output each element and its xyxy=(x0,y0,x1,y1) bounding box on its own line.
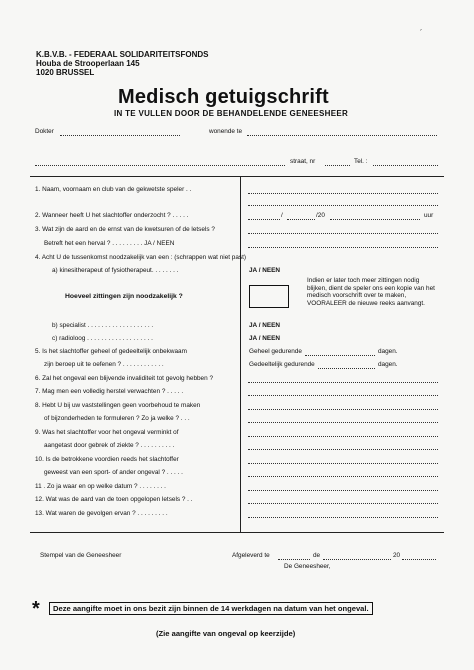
question-4: 4. Acht U de tussenkomst noodzakelijk van een : (schrappen wat niet past) xyxy=(35,254,247,261)
answer-6-field[interactable] xyxy=(248,382,438,383)
answer-9-field[interactable] xyxy=(248,436,438,437)
deadline-notice: Deze aangifte moet in ons bezit zijn binnen de 14 werkdagen na datum van het ongeval. xyxy=(49,602,373,615)
doctor-signature-label: De Geneesheer, xyxy=(284,563,331,570)
answer-2-month-field[interactable] xyxy=(287,219,315,220)
question-5a: 5. Is het slachtoffer geheel of gedeeltelijk onbekwaam xyxy=(35,348,187,355)
answer-4a-yesno[interactable]: JA / NEEN xyxy=(249,267,281,274)
delivered-de-label: de xyxy=(313,552,321,559)
tel-label: Tel. : xyxy=(354,158,368,165)
whole-days-field[interactable] xyxy=(305,355,375,356)
answer-4c-yesno[interactable]: JA / NEEN xyxy=(249,335,281,342)
table-column-divider xyxy=(240,176,241,532)
question-4c: c) radioloog . . . . . . . . . . . . . . . . . . . xyxy=(52,335,153,342)
residence-label: wonende te xyxy=(209,128,243,135)
org-name: K.B.V.B. - FEDERAAL SOLIDARITEITSFONDS xyxy=(36,50,209,59)
org-city: 1020 BRUSSEL xyxy=(36,68,95,77)
answer-10-field-2[interactable] xyxy=(248,476,438,477)
question-4a: a) kinesitherapeut of fysiotherapeut. . . . . . . . xyxy=(52,267,179,274)
answer-4b-yesno[interactable]: JA / NEEN xyxy=(249,322,281,329)
table-bottom-border xyxy=(30,532,444,533)
question-13: 13. Wat waren de gevolgen ervan ? . . . . . . . . . xyxy=(35,510,168,517)
question-2: 2. Wanneer heeft U het slachtoffer onderzocht ? . . . . . xyxy=(35,212,189,219)
question-7: 7. Mag men een volledig herstel verwachten ? . . . . . xyxy=(35,388,184,395)
asterisk-mark: * xyxy=(32,598,40,620)
answer-2-slash: / xyxy=(281,212,283,219)
question-10a: 10. Is de betrokkene voordien reeds het slachtoffer xyxy=(35,456,179,463)
partial-label: Gedeeltelijk gedurende xyxy=(249,361,315,368)
reverse-side-note: (Zie aangifte van ongeval op keerzijde) xyxy=(156,629,296,638)
tel-field[interactable] xyxy=(373,165,438,166)
stamp-label: Stempel van de Geneesheer xyxy=(40,552,122,559)
answer-2-year: /20 xyxy=(316,212,325,219)
answer-1-field-2[interactable] xyxy=(248,205,438,206)
question-1: 1. Naam, voornaam en club van de gekwetste speler . . xyxy=(35,186,192,193)
delivered-date-field[interactable] xyxy=(323,559,391,560)
question-3-relapse: Betreft het een herval ? . . . . . . . . . JA / NEEN xyxy=(44,240,175,247)
delivered-year-field[interactable] xyxy=(402,559,436,560)
org-address: Houba de Strooperlaan 145 xyxy=(36,59,140,68)
answer-11-field[interactable] xyxy=(248,490,438,491)
partial-days-unit: dagen. xyxy=(378,361,398,368)
whole-label: Geheel gedurende xyxy=(249,348,302,355)
street-label: straat, nr xyxy=(290,158,316,165)
answer-3-field-2[interactable] xyxy=(248,247,438,248)
doctor-field[interactable] xyxy=(60,135,180,136)
question-10b: geweest van een sport- of ander ongeval ? . . . . . xyxy=(44,469,183,476)
question-3: 3. Wat zijn de aard en de ernst van de kwetsuren of de letsels ? xyxy=(35,226,215,233)
question-11: 11 . Zo ja waar en op welke datum ? . . . . . . . . xyxy=(35,483,166,490)
page-title: Medisch getuigschrift xyxy=(118,86,329,108)
answer-13-field[interactable] xyxy=(248,517,438,518)
delivered-label: Afgeleverd te xyxy=(232,552,270,559)
scan-mark: ˹ xyxy=(420,30,423,37)
whole-days-unit: dagen. xyxy=(378,348,398,355)
answer-8-field-2[interactable] xyxy=(248,422,438,423)
answer-3-field[interactable] xyxy=(248,233,438,234)
answer-8-field[interactable] xyxy=(248,409,438,410)
answer-12-field[interactable] xyxy=(248,503,438,504)
question-8a: 8. Hebt U bij uw vaststellingen geen voorbehoud te maken xyxy=(35,402,201,409)
question-5b: zijn beroep uit te oefenen ? . . . . . . . . . . . . xyxy=(44,361,164,368)
question-9a: 9. Was het slachtoffer voor het ongeval verminkt of xyxy=(35,429,179,436)
answer-9-field-2[interactable] xyxy=(248,449,438,450)
question-6: 6. Zal het ongeval een blijvende invaliditeit tot gevolg hebben ? xyxy=(35,375,213,382)
delivered-year-label: 20 xyxy=(393,552,401,559)
answer-2-day-field[interactable] xyxy=(248,219,280,220)
question-9b: aangetast door gebrek of ziekte ? . . . . . . . . . . xyxy=(44,442,175,449)
question-8b: of bijzonderheden te formuleren ? Zo ja welke ? . . . xyxy=(44,415,190,422)
answer-10-field[interactable] xyxy=(248,463,438,464)
street-field[interactable] xyxy=(35,165,285,166)
sessions-note: Indien er later toch meer zittingen nodig blijken, dient de speler ons een kopie van het medisch voorschrift over te maken, VOORALEER de nieuwe reeks aanvangt. xyxy=(307,277,435,307)
sessions-box[interactable] xyxy=(249,285,289,308)
doctor-label: Dokter xyxy=(35,128,54,135)
answer-1-field[interactable] xyxy=(248,193,438,194)
residence-field[interactable] xyxy=(247,135,437,136)
delivered-place-field[interactable] xyxy=(278,559,310,560)
question-4b: b) specialist . . . . . . . . . . . . . . . . . . . xyxy=(52,322,154,329)
partial-days-field[interactable] xyxy=(318,368,375,369)
question-12: 12. Wat was de aard van de toen opgelopen letsels ? . . xyxy=(35,496,193,503)
sessions-question: Hoeveel zittingen zijn noodzakelijk ? xyxy=(65,293,183,300)
answer-2-hour: uur xyxy=(424,212,434,219)
table-top-border xyxy=(30,176,444,177)
answer-2-time-field[interactable] xyxy=(330,219,420,220)
answer-7-field[interactable] xyxy=(248,395,438,396)
street-number-field[interactable] xyxy=(325,165,350,166)
page-subtitle: IN TE VULLEN DOOR DE BEHANDELENDE GENEESHEER xyxy=(114,109,349,118)
